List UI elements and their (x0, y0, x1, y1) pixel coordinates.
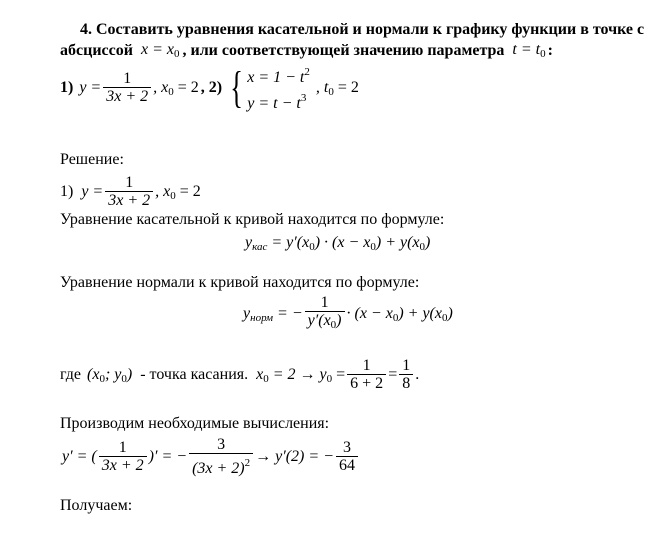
problem-x0: , $x_0 = 2$ (153, 78, 199, 98)
normal-rest: · $(x - x_0) + y(x_0)$ (346, 304, 453, 324)
heading-abscissa-word: абсциссой (60, 41, 133, 59)
problem-item1-label: 1) (60, 79, 74, 96)
problem-fraction (103, 70, 151, 106)
normal-fraction (305, 294, 345, 334)
where-line (60, 355, 419, 395)
normal-lhs: $y_{норм}$ = − (243, 304, 303, 324)
normal-frac-num: 1 (320, 294, 329, 311)
problem-frac-den: 3x + 2 (103, 87, 151, 106)
y0-frac-num: 1 (362, 357, 371, 374)
solution-frac-den: 3x + 2 (105, 191, 153, 210)
heading-x-eq-x0: $x = x_0$ (140, 41, 180, 60)
problem-heading-line2 (60, 41, 553, 60)
x0-arrow-y0: $x_0 = 2 \to y_0$ = (256, 365, 346, 385)
heading-param-text: , или соответствующей значению параметра (182, 41, 505, 59)
where-dot: . (415, 366, 420, 383)
deriv-inner-num: 1 (118, 439, 127, 456)
yprime-eq: y′ = ( (62, 448, 97, 465)
parametric-system (247, 62, 310, 114)
problem-item2-label: , 2) (200, 79, 223, 96)
solution-y-eq: y = (81, 183, 104, 200)
solution-frac-num: 1 (125, 174, 134, 191)
y2-den: 64 (336, 456, 358, 475)
where-text: где (60, 366, 82, 383)
derivative-formula (62, 436, 360, 478)
normal-frac-den: $y'(x_0)$ (305, 311, 345, 334)
y2-num: 3 (342, 439, 351, 456)
normal-formula (243, 294, 453, 334)
deriv-result-den: $(3x + 2)^2$ (189, 453, 253, 478)
deriv-result-fraction (189, 436, 253, 478)
result-text: Получаем: (60, 497, 133, 514)
heading-colon: : (547, 41, 553, 59)
problem-items (60, 63, 359, 112)
deriv-inner-den: 3x + 2 (99, 456, 147, 475)
solution-title: Решение: (60, 151, 124, 168)
heading-t-eq-t0: $t = t_0$ (512, 41, 546, 60)
touch-point: ($x_0$; $y_0$) (87, 365, 133, 385)
y0-frac-den: 6 + 2 (347, 374, 386, 393)
solution-fraction (105, 174, 153, 210)
system-line2: $y = t - t^3$ (247, 92, 307, 112)
eighth-num: 1 (402, 357, 411, 374)
system-line1: $x = 1 - t^2$ (247, 66, 310, 86)
problem-heading-line1: 4. Составить уравнения касательной и нормали к графику функции в точке с (80, 21, 645, 38)
deriv-inner-fraction (99, 439, 147, 475)
y0-eq: = (388, 366, 398, 383)
eighth-den: 8 (399, 374, 413, 393)
touch-text: - точка касания. (140, 366, 249, 383)
solution-item1 (60, 172, 201, 212)
arrow-y2: → y′(2) = − (255, 448, 334, 465)
problem-y-eq: y = (79, 79, 102, 96)
problem-t0: , $t_0 = 2$ (315, 78, 359, 98)
tangent-formula: $y_{кас} = y'(x_0) \cdot (x - x_0) + y(x_0)$ (245, 234, 431, 253)
calc-text: Производим необходимые вычисления: (60, 415, 330, 432)
solution-item1-label: 1) (60, 183, 74, 200)
one-eighth-fraction (399, 357, 413, 393)
deriv-result-num: 3 (217, 436, 226, 453)
y2-fraction (336, 439, 358, 475)
tangent-text: Уравнение касательной к кривой находится по формуле: (60, 211, 445, 228)
solution-x0: , $x_0 = 2$ (155, 182, 201, 202)
normal-text: Уравнение нормали к кривой находится по формуле: (60, 274, 420, 291)
system-brace: { (230, 63, 244, 112)
y0-fraction (347, 357, 386, 393)
yprime-close: )′ = − (148, 448, 188, 465)
problem-frac-num: 1 (123, 70, 132, 87)
